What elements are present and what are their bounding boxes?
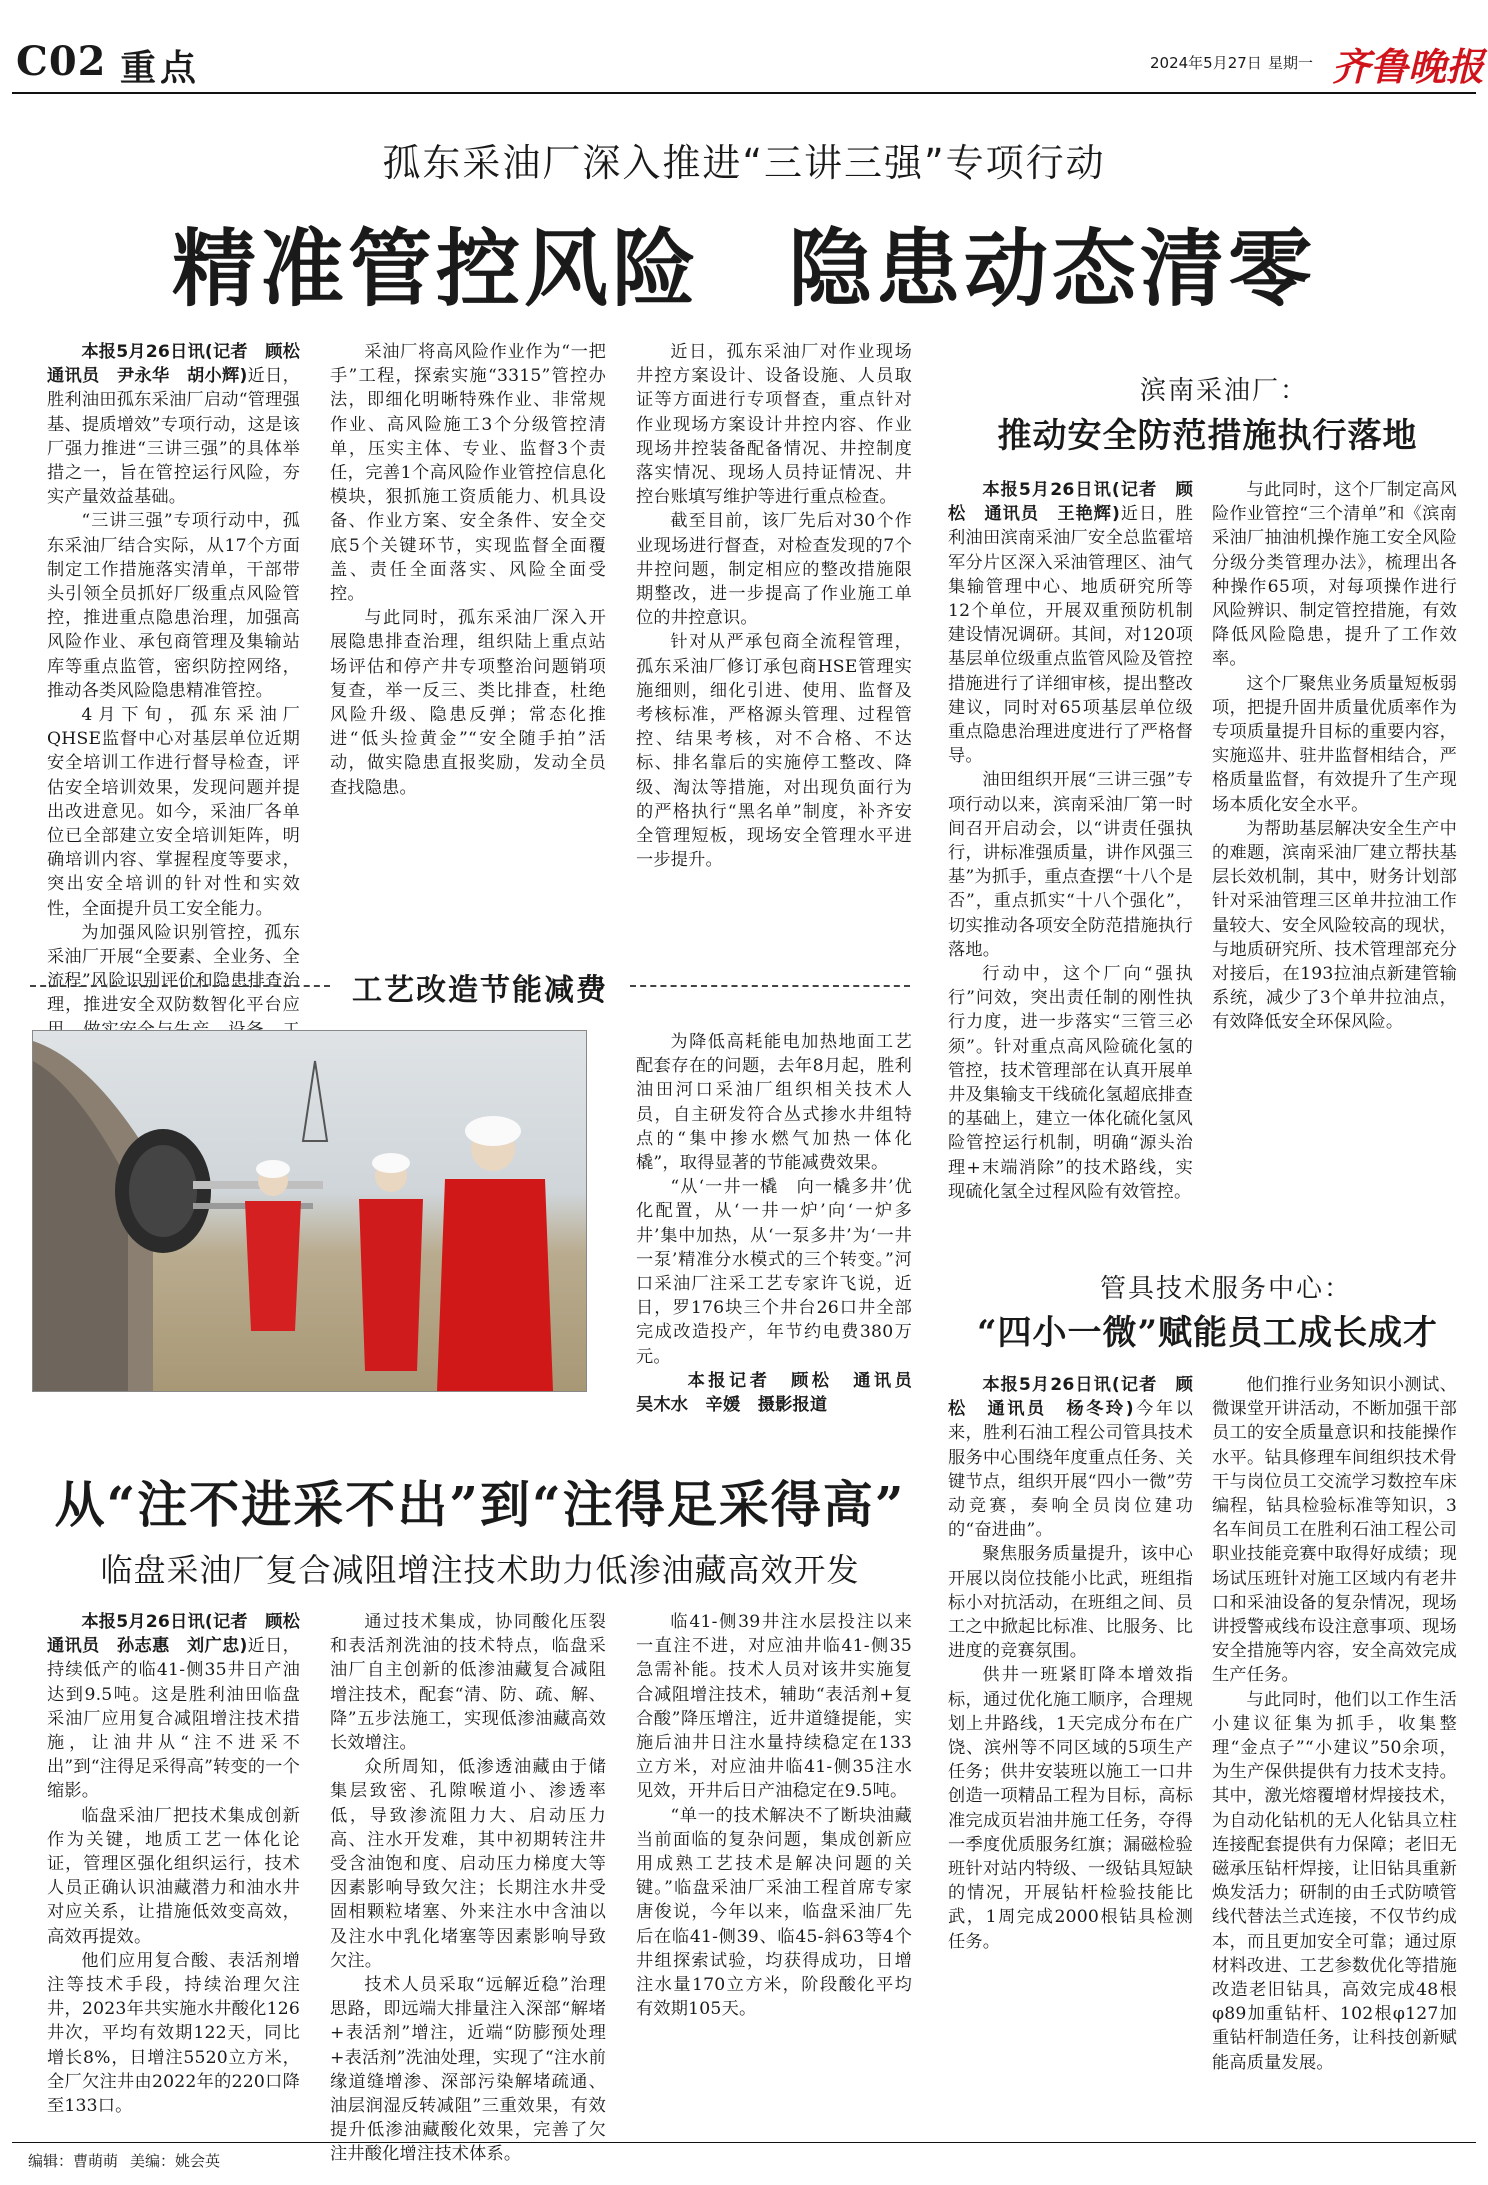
header-rule [12, 92, 1476, 94]
art2-text [636, 1030, 930, 1417]
art1-byline: 本报5月26日讯(记者 顾松 通讯员 尹永华 胡小辉) [47, 342, 318, 387]
art3-paragraph: 他们应用复合酸、表活剂增注等技术手段，持续治理欠注井，2023年共实施水井酸化126井次，平均有效期122天，同比增长8%，日增注5520立方米，全厂欠注井由2022年的220口降至133口。 [47, 1950, 300, 2117]
art1-paragraph: 4月下旬，孤东采油厂QHSE监督中心对基层单位近期安全培训工作进行督导检查，评估安全培训效果，发现问题并提出改进意见。如今，采油厂各单位已全部建立安全培训矩阵，明确培训内容、掌握程度等要求，突出安全培训的针对性和实效性，全面提升员工安全能力。 [47, 705, 300, 919]
art4-paragraph: 这个厂聚焦业务质量短板弱项，把提升固井质量优质率作为专项质量提升目标的重要内容，实施巡井、驻井监督相结合，严格质量监督，有效提升了生产现场本质化安全水平。 [1212, 673, 1457, 815]
art2-title: 工艺改造节能减费 [352, 973, 608, 1008]
art4-col1 [948, 478, 1193, 1204]
art1-col2 [330, 340, 606, 800]
art4-kicker: 滨南采油厂： [1140, 376, 1309, 406]
art1-kicker: 孤东采油厂深入推进“三讲三强”专项行动 [382, 141, 1106, 185]
art5-paragraph: 聚焦服务质量提升，该中心开展以岗位技能小比武，班组指标小对抗活动，在班组之间、员工之中掀起比标准、比服务、比进度的竞赛氛围。 [948, 1544, 1193, 1662]
art5-byline: 本报5月26日讯(记者 顾松 通讯员 杨冬玲) [948, 1375, 1193, 1420]
art3-paragraph: 众所周知，低渗透油藏由于储集层致密、孔隙喉道小、渗透率低，导致渗流阻力大、启动压力高、注水开发难，其中初期转注井受含油饱和度、启动压力梯度大等因素影响导致欠注；长期注水井受固相颗粒堵塞、外来注水中含油以及注水中乳化堵塞等因素影响导致欠注。 [330, 1757, 606, 1971]
section-name: 重点 [120, 47, 201, 89]
art1-paragraph: 截至目前，该厂先后对30个作业现场进行督查，对检查发现的7个井控问题，制定相应的整改措施限期整改，进一步提高了作业施工单位的井控意识。 [636, 511, 912, 629]
art3-col2 [330, 1610, 606, 2167]
art4-lead: 本报5月26日讯(记者 顾松 通讯员 王艳辉)近日，胜利油田滨南采油厂安全总监霍培军分片区深入采油管理区、油气集输管理中心、地质研究所等12个单位，开展双重预防机制建设情况调研。其间，对120项基层单位级重点监管风险及管控措施进行了详细审核，提出整改建议，同时对65项基层单位级重点隐患治理进度进行了严格督导。 [948, 480, 1193, 767]
art1-paragraph: 采油厂将高风险作业作为“一把手”工程，探索实施“3315”管控办法，即细化明晰特殊作业、非常规作业、高风险施工3个分级管控清单，压实主体、专业、监督3个责任，完善1个高风险作业管控信息化模块，狠抓施工资质能力、机具设备、作业方案、安全条件、安全交底5个关键环节，实现监督全面覆盖、责任全面落实、风险全面受控。 [330, 342, 606, 605]
art3-paragraph: 临41-侧39井注水层投注以来一直注不进，对应油井临41-侧35急需补能。技术人员对该井实施复合减阻增注技术，辅助“表活剂+复合酸”降压增注，近井道缝提能，实施后油井日注水量持续稳定在133立方米，对应油井临41-侧35注水见效，开井后日产油稳定在9.5吨。 [636, 1612, 912, 1802]
art5-paragraph: 与此同时，他们以工作生活小建议征集为抓手，收集整理“金点子”“小建议”50余项，为生产保供提供有力技术支持。其中，激光熔覆增材焊接技术，为自动化钻机的无人化钻具立柱连接配套提供有力保障；老旧无磁承压钻杆焊接，让旧钻具重新焕发活力；研制的由壬式防喷管线代替法兰式连接，不仅节约成本，而且更加安全可靠；通过原材料改进、工艺参数优化等措施改造老旧钻具，高效完成48根φ89加重钻杆、102根φ127加重钻杆制造任务，让科技创新赋能高质量发展。 [1212, 1689, 1457, 2073]
photo-illustration [33, 1031, 586, 1391]
art5-paragraph: 供井一班紧盯降本增效指标，通过优化施工顺序，合理规划上井路线，1天完成分布在广饶、滨州等不同区域的5项生产任务；供井安装班以施工一口井创造一项精品工程为目标，高标准完成页岩油井施工任务，夺得一季度优质服务红旗；漏磁检验班针对站内特级、一级钻具短缺的情况，开展钻杆检验技能比武，1周完成2000根钻具检测任务。 [948, 1665, 1193, 1952]
art2-divider-right [630, 985, 910, 987]
issue-weekday: 星期一 [1268, 54, 1314, 72]
art3-subhead: 临盘采油厂复合减阻增注技术助力低渗油藏高效开发 [100, 1551, 860, 1589]
art3-paragraph: 通过技术集成，协同酸化压裂和表活剂洗油的技术特点，临盘采油厂自主创新的低渗油藏复合减阻增注技术，配套“清、防、疏、解、降”五步法施工，实现低渗油藏高效长效增注。 [330, 1612, 606, 1754]
art3-headline: 从“注不进采不出”到“注得足采得高” [54, 1475, 906, 1534]
art5-kicker: 管具技术服务中心： [1100, 1274, 1353, 1304]
art4-headline: 推动安全防范措施执行落地 [997, 416, 1418, 456]
art5-lead: 本报5月26日讯(记者 顾松 通讯员 杨冬玲)今年以来，胜利石油工程公司管具技术服务中心围绕年度重点任务、关键节点，组织开展“四小一微”劳动竞赛，奏响全员岗位建功的“奋进曲”。 [948, 1375, 1193, 1541]
art2-divider-left [30, 985, 330, 987]
art3-col1 [47, 1610, 318, 2118]
art5-col2 [1212, 1373, 1457, 2075]
art1-paragraph: 针对从严承包商全流程管理，孤东采油厂修订承包商HSE管理实施细则，细化引进、使用、监督及考核标准，严格源头管理、过程管控、结果考核，对不合格、不达标、排名靠后的实施停工整改、降级、淘汰等措施，对出现负面行为的严格执行“黑名单”制度，补齐安全管理短板，现场安全管理水平进一步提升。 [636, 632, 912, 871]
photo-credit: 本报记者 顾松 通讯员 吴木水 辛媛 摄影报道 [636, 1370, 930, 1416]
page-code: C02 [16, 38, 107, 85]
art1-lead: 本报5月26日讯(记者 顾松 通讯员 尹永华 胡小辉)近日，胜利油田孤东采油厂启动“管理强基、提质增效”专项行动，这是该厂强力推进“三讲三强”的具体举措之一，旨在管控运行风险，夯实产量效益基础。 [47, 342, 318, 508]
art5-col1 [948, 1373, 1193, 1954]
art3-paragraph: “单一的技术解决不了断块油藏当前面临的复杂问题，集成创新应用成熟工艺技术是解决问题的关键。”临盘采油厂采油工程首席专家唐俊说，今年以来，临盘采油厂先后在临41-侧39、临45-斜63等4个井组探索试验，均获得成功，日增注水量170立方米，阶段酸化平均有效期105天。 [636, 1805, 912, 2020]
art4-byline: 本报5月26日讯(记者 顾松 通讯员 王艳辉) [948, 480, 1193, 525]
art1-headline: 精准管控风险 隐患动态清零 [171, 219, 1316, 318]
art1-paragraph: 为加强风险识别管控，孤东采油厂开展“全要素、全业务、全流程”风险识别评价和隐患排查治理，推进安全双防数智化平台应 [47, 922, 300, 1016]
art2-paragraph: “从‘一井一橇 向一橇多井’优化配置，从‘一井一炉’向‘一炉多井’集中加热，从‘一泵多井’为‘一井一泵’精准分水模式的三个转变。”河口采油厂注采工艺专家许飞说，近日，罗176块三个井台26口井全部完成改造投产，年节约电费380万元。 [636, 1177, 912, 1367]
page-header [0, 0, 1488, 96]
art1-paragraph: 与此同时，孤东采油厂深入开展隐患排查治理，组织陆上重点站场评估和停产井专项整治问题销项复查，举一反三、类比排查，杜绝风险升级、隐患反弹；常态化推进“低头捡黄金”“安全随手拍”活动，做实隐患直报奖励，发动全员查找隐患。 [330, 608, 606, 798]
brand-logo: 齐鲁晚报 [1332, 44, 1485, 89]
art5-paragraph: 他们推行业务知识小测试、微课堂开讲活动，不断加强干部员工的安全质量意识和技能操作水平。钻具修理车间组织技术骨干与岗位员工交流学习数控车床编程，钻具检验标准等知识，3名车间员工在胜利石油工程公司职业技能竞赛中取得好成绩；现场试压班针对施工区域内有老井口和采油设备的复杂情况，现场讲授警戒线布设注意事项、现场安全措施等内容，安全高效完成生产任务。 [1212, 1375, 1457, 1686]
footer-designer: 美编：姚会英 [130, 2152, 221, 2170]
art4-paragraph: 行动中，这个厂向“强执行”问效，突出责任制的刚性执行力度，进一步落实“三管三必须”。针对重点高风险硫化氢的管控，技术管理部在认真开展单井及集输支干线硫化氢超底排查的基础上，建立一体化硫化氢风险管控运行机制，明确“源头治理+末端消除”的技术路线，实现硫化氢全过程风险有效管控。 [948, 964, 1193, 1202]
art4-paragraph: 为帮助基层解决安全生产中的难题，滨南采油厂建立帮扶基层长效机制，其中，财务计划部针对采油管理三区单井拉油工作量较大、安全风险较高的现状，与地质研究所、技术管理部充分对接后，在193拉油点新建管输系统，减少了3个单井拉油点，有效降低安全环保风险。 [1212, 818, 1457, 1033]
issue-date: 2024年5月27日 [1150, 54, 1262, 72]
footer-editor: 编辑：曹萌萌 [28, 2152, 119, 2170]
art3-paragraph: 技术人员采取“远解近稳”治理思路，即远端大排量注入深部“解堵+表活剂”增注，近端“防膨预处理+表活剂”洗油处理，实现了“注水前缘道缝增渗、深部污染解堵疏通、油层润湿反转减阻”三重效果，有效提升低渗油藏酸化效果，完善了欠注井酸化增注技术体系。 [330, 1975, 607, 2165]
art4-paragraph: 油田组织开展“三讲三强”专项行动以来，滨南采油厂第一时间召开启动会，以“讲责任强执行，讲标准强质量，讲作风强三基”为抓手，重点查摆“十八个是否”，重点抓实“十八个强化”，切实推动各项安全防范措施执行落地。 [948, 770, 1193, 960]
art1-paragraph: “三讲三强”专项行动中，孤东采油厂结合实际，从17个方面制定工作措施落实清单，干部带头引领全员抓好厂级重点风险管控，推进重点隐患治理，加强高风险作业、承包商管理及集输站库等重点监管，密织防控网络，推动各类风险隐患精准管控。 [47, 511, 300, 701]
art3-col3 [636, 1610, 912, 2021]
art2-photo [32, 1030, 587, 1392]
footer-rule [12, 2142, 1476, 2143]
art4-col2 [1212, 478, 1457, 1035]
art5-headline: “四小一微”赋能员工成长成才 [976, 1313, 1439, 1353]
art3-byline: 本报5月26日讯(记者 顾松 通讯员 孙志惠 刘广忠) [47, 1612, 318, 1657]
art3-paragraph: 临盘采油厂把技术集成创新作为关键，地质工艺一体化论证，管理区强化组织运行，技术人员正确认识油藏潜力和油水井对应关系，让措施低效变高效，高效再提效。 [47, 1805, 300, 1947]
art4-paragraph: 与此同时，这个厂制定高风险作业管控“三个清单”和《滨南采油厂抽油机操作施工安全风险分级分类管理办法》，梳理出各种操作65项，对每项操作进行风险辨识、制定管控措施，有效降低风险隐患，提升了工作效率。 [1212, 480, 1457, 670]
art1-col3 [636, 340, 912, 872]
art1-paragraph: 近日，孤东采油厂对作业现场井控方案设计、设备设施、人员取证等方面进行专项督查，重点针对作业现场方案设计井控内容、作业现场井控装备配备情况、井控制度落实情况、现场人员持证情况、井控台账填写维护等进行重点检查。 [636, 342, 912, 508]
art2-paragraph: 为降低高耗能电加热地面工艺配套存在的问题，去年8月起，胜利油田河口采油厂组织相关技术人员，自主研发符合丛式掺水井组特点的“集中掺水燃气加热一体化橇”，取得显著的节能减费效果。 [636, 1032, 912, 1174]
art3-lead: 本报5月26日讯(记者 顾松 通讯员 孙志惠 刘广忠)近日，持续低产的临41-侧35井日产油达到9.5吨。这是胜利油田临盘采油厂应用复合减阻增注技术措施，让油井从“注不进采不出”到“注得足采得高”转变的一个缩影。 [47, 1612, 318, 1802]
